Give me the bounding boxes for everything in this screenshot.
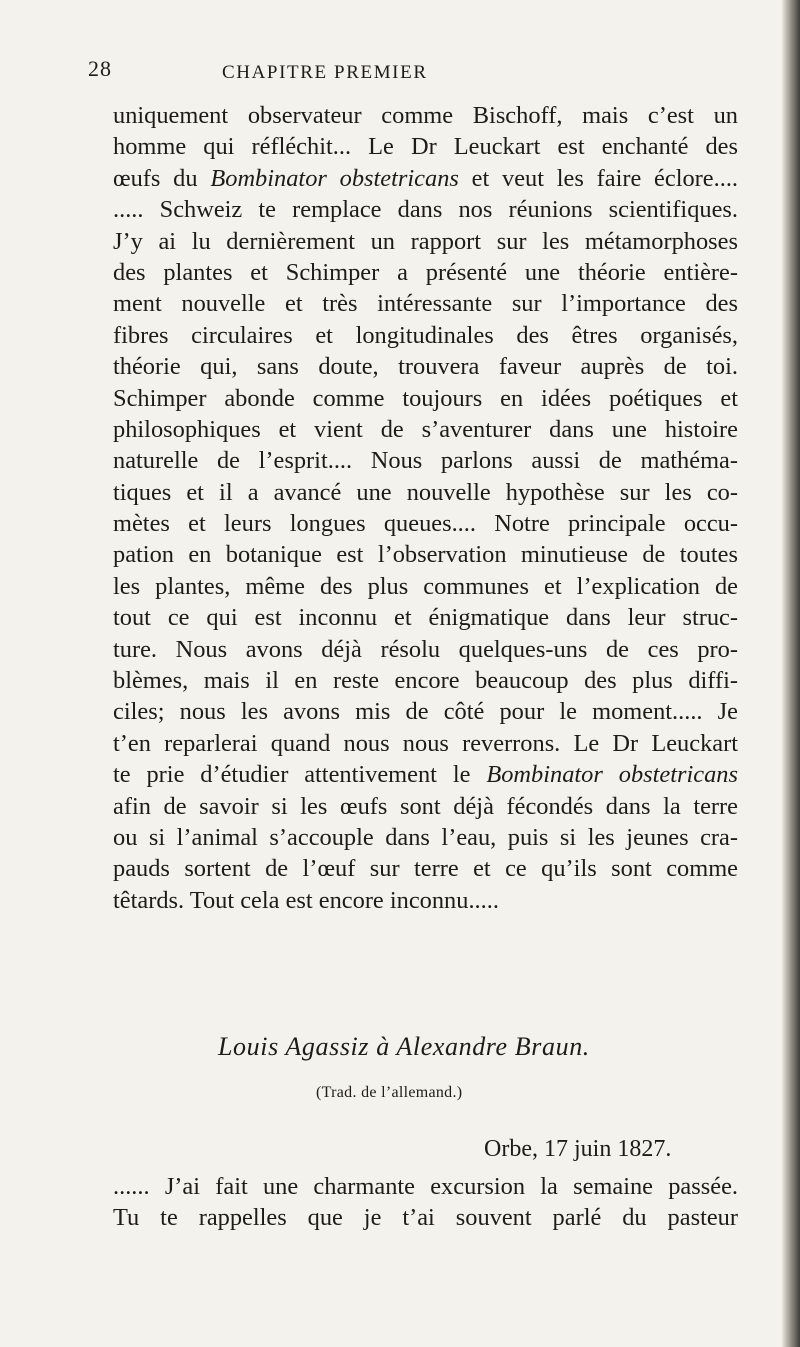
text-line: te prie d’étudier attentivement le Bombinator obstetricans bbox=[113, 761, 738, 789]
text-line: blèmes, mais il en reste encore beaucoup des plus diffi- bbox=[113, 667, 738, 695]
text-line: mètes et leurs longues queues.... Notre principale occu- bbox=[113, 510, 738, 538]
text-line: philosophiques et vient de s’aventurer dans une histoire bbox=[113, 415, 738, 443]
text-line: uniquement observateur comme Bischoff, mais c’est un bbox=[113, 102, 738, 129]
text-line: théorie qui, sans doute, trouvera faveur auprès de toi. bbox=[113, 353, 738, 381]
text-line: ou si l’animal s’accouple dans l’eau, puis si les jeunes cra- bbox=[113, 823, 738, 851]
letter-heading: Louis Agassiz à Alexandre Braun. bbox=[218, 1032, 590, 1061]
text-line: pauds sortent de l’œuf sur terre et ce qu’ils sont comme bbox=[113, 855, 738, 883]
text-line: têtards. Tout cela est encore inconnu..... bbox=[113, 886, 499, 914]
text-line: ture. Nous avons déjà résolu quelques-uns de ces pro- bbox=[113, 635, 738, 663]
text-line: tout ce qui est inconnu et énigmatique dans leur struc- bbox=[113, 604, 738, 632]
text-line: œufs du Bombinator obstetricans et veut les faire éclore.... bbox=[113, 164, 739, 192]
page-number: 28 bbox=[88, 56, 112, 81]
text-line: J’y ai lu dernièrement un rapport sur les métamorphoses bbox=[113, 227, 738, 255]
text-line: homme qui réfléchit... Le Dr Leuckart est enchanté des bbox=[113, 133, 738, 161]
text-line: t’en reparlerai quand nous nous reverrons. Le Dr Leuckart bbox=[113, 729, 738, 757]
text-line: fibres circulaires et longitudinales des êtres organisés, bbox=[113, 321, 738, 349]
text-line: ..... Schweiz te remplace dans nos réunions scientifiques. bbox=[113, 196, 738, 224]
text-line: ...... J’ai fait une charmante excursion la semaine passée. bbox=[113, 1173, 738, 1200]
species-name: Bombinator obstetricans bbox=[486, 761, 738, 789]
running-title: CHAPITRE PREMIER bbox=[222, 62, 428, 83]
text-line: Schimper abonde comme toujours en idées poétiques et bbox=[113, 384, 738, 412]
letter-two-body bbox=[113, 1171, 738, 1234]
text-line: afin de savoir si les œufs sont déjà fécondés dans la terre bbox=[113, 792, 738, 820]
text-line: tiques et il a avancé une nouvelle hypothèse sur les co- bbox=[113, 478, 738, 506]
text-line: Tu te rappelles que je t’ai souvent parlé du pasteur bbox=[113, 1204, 738, 1232]
text-line: pation en botanique est l’observation minutieuse de toutes bbox=[113, 541, 738, 569]
letter-one-body bbox=[113, 100, 738, 916]
text-line: des plantes et Schimper a présenté une théorie entière- bbox=[113, 258, 738, 286]
species-name: Bombinator obstetricans bbox=[210, 164, 459, 192]
text-line: les plantes, même des plus communes et l’explication de bbox=[113, 572, 738, 600]
page-edge-shadow bbox=[782, 0, 800, 1347]
text-line: naturelle de l’esprit.... Nous parlons aussi de mathéma- bbox=[113, 447, 738, 475]
translation-note: (Trad. de l’allemand.) bbox=[316, 1084, 463, 1101]
text-line: ciles; nous les avons mis de côté pour le moment..... Je bbox=[113, 698, 738, 726]
dateline: Orbe, 17 juin 1827. bbox=[484, 1136, 672, 1162]
text-line: ment nouvelle et très intéressante sur l’importance des bbox=[113, 290, 738, 318]
